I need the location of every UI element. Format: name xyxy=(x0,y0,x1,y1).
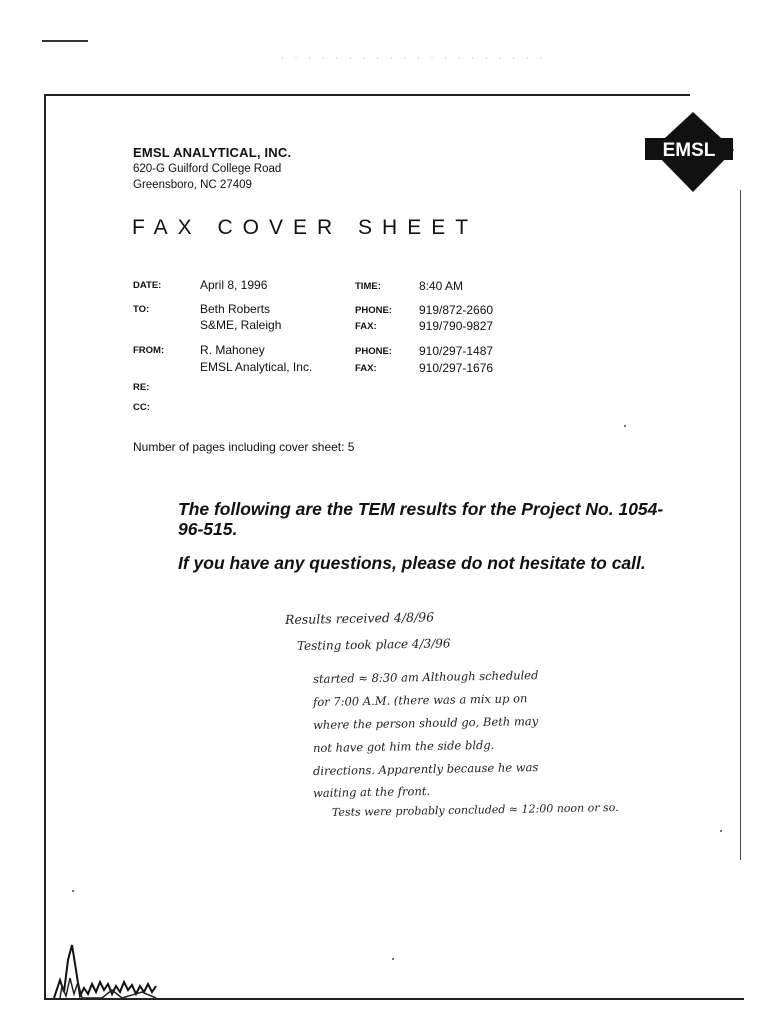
cc-label: CC: xyxy=(133,402,150,413)
time-label: TIME: xyxy=(355,281,381,292)
scan-mark xyxy=(42,40,88,42)
handwritten-note: for 7:00 A.M. (there was a mix up on xyxy=(312,691,528,709)
date-value: April 8, 1996 xyxy=(200,278,268,292)
from-fax-label: FAX: xyxy=(355,363,377,374)
logo-text: EMSL xyxy=(662,140,716,161)
scan-speck xyxy=(720,830,722,832)
company-address-line1: 620-G Guilford College Road xyxy=(133,163,282,175)
handwritten-note: where the person should go, Beth may xyxy=(312,714,539,732)
to-phone-label: PHONE: xyxy=(355,305,392,316)
to-label: TO: xyxy=(133,304,150,315)
scan-speck xyxy=(392,958,394,960)
from-phone: 910/297-1487 xyxy=(419,344,494,358)
page-title: FAX COVER SHEET xyxy=(132,216,479,239)
from-name: R. Mahoney xyxy=(200,343,265,357)
to-phone: 919/872-2660 xyxy=(419,303,494,317)
handwritten-note: not have got him the side bldg. xyxy=(312,737,495,755)
to-name: Beth Roberts xyxy=(200,302,271,316)
date-label: DATE: xyxy=(133,280,162,291)
message-line-2: If you have any questions, please do not hesitate to call. xyxy=(178,553,646,573)
handwritten-note: Tests were probably concluded ≈ 12:00 noon or so. xyxy=(331,800,619,819)
scan-artifact-squiggle xyxy=(52,940,162,1000)
frame-left-border xyxy=(44,94,46,999)
re-label: RE: xyxy=(133,382,150,393)
from-fax: 910/297-1676 xyxy=(419,361,494,375)
emsl-logo xyxy=(643,110,735,194)
to-organization: S&ME, Raleigh xyxy=(200,318,282,332)
handwritten-note: directions. Apparently because he was xyxy=(312,760,539,778)
frame-top-border xyxy=(44,94,690,96)
frame-right-border xyxy=(740,190,741,860)
handwritten-note: Testing took place 4/3/96 xyxy=(296,636,451,653)
handwritten-note: Results received 4/8/96 xyxy=(284,609,435,627)
scan-speck xyxy=(624,425,626,427)
company-name: EMSL ANALYTICAL, INC. xyxy=(133,145,292,160)
to-fax: 919/790-9827 xyxy=(419,319,494,333)
message-line-1: The following are the TEM results for the Project No. 1054-96-515. xyxy=(178,499,664,539)
scan-noise: · · · · · · · · · · · · · · · · · · · · xyxy=(280,54,546,63)
handwritten-note: started ≈ 8:30 am Although scheduled xyxy=(312,668,539,686)
to-fax-label: FAX: xyxy=(355,321,377,332)
time-value: 8:40 AM xyxy=(419,279,464,293)
scan-speck xyxy=(72,890,74,892)
from-organization: EMSL Analytical, Inc. xyxy=(200,360,313,374)
from-label: FROM: xyxy=(133,345,165,356)
handwritten-note: waiting at the front. xyxy=(312,783,431,800)
company-address-line2: Greensboro, NC 27409 xyxy=(133,179,252,191)
number-of-pages: Number of pages including cover sheet: 5 xyxy=(133,440,355,454)
from-phone-label: PHONE: xyxy=(355,346,392,357)
